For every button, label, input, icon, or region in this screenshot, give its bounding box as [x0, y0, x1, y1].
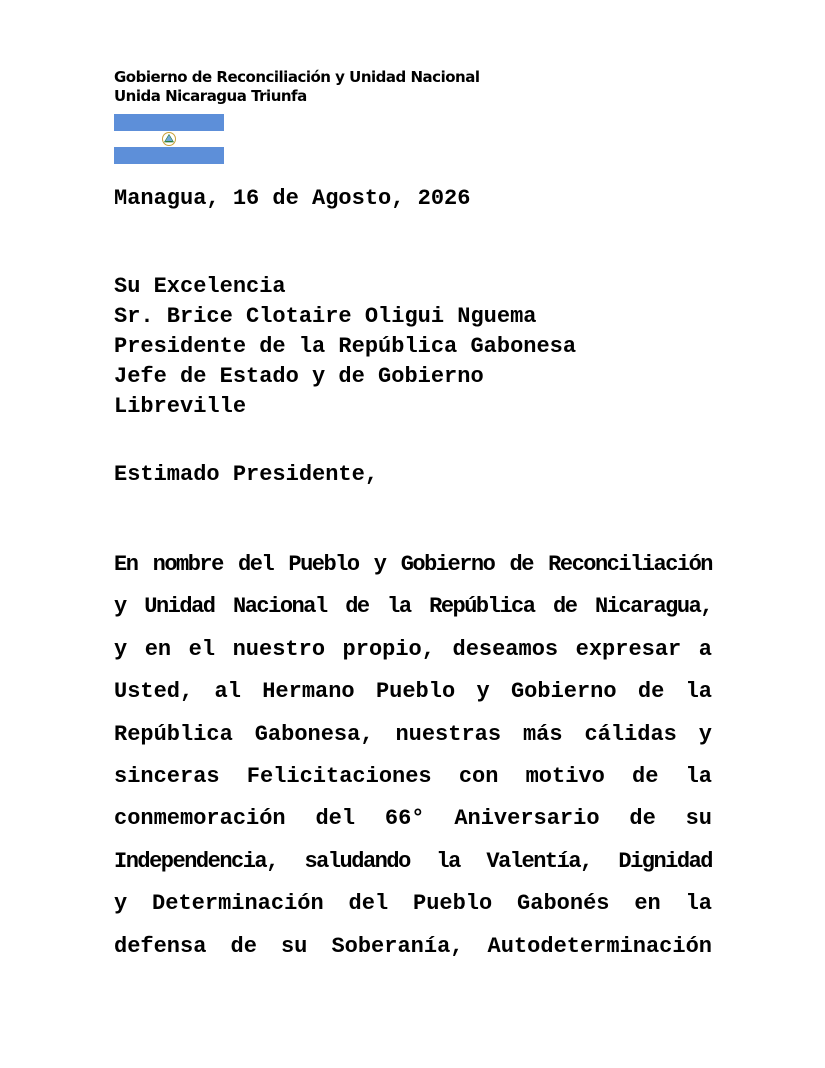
coat-of-arms-icon: [162, 131, 176, 147]
letterhead-slogan: Unida Nicaragua Triunfa: [114, 87, 307, 105]
salutation: Estimado Presidente,: [114, 462, 379, 487]
body-line: Independencia, saludando la Valentía, Dignidad: [114, 848, 712, 874]
body-line: y en el nuestro propio, deseamos expresar a: [114, 636, 712, 662]
body-line: Usted, al Hermano Pueblo y Gobierno de la: [114, 679, 712, 705]
body-line: República Gabonesa, nuestras más cálidas y: [114, 721, 712, 747]
flag-top-stripe: [114, 114, 224, 131]
flag-bottom-stripe: [114, 147, 224, 164]
recipient-block: [114, 272, 576, 422]
body-line: y Unidad Nacional de la República de Nicaragua,: [114, 594, 712, 620]
letter-date: Managua, 16 de Agosto, 2026: [114, 186, 471, 211]
recipient-line: Presidente de la República Gabonesa: [114, 334, 577, 359]
body-line: sinceras Felicitaciones con motivo de la: [114, 764, 712, 790]
recipient-line: Jefe de Estado y de Gobierno: [114, 364, 484, 389]
letterhead-government-name: Gobierno de Reconciliación y Unidad Nacional: [114, 68, 480, 86]
letter-body: [114, 544, 712, 968]
recipient-line: Su Excelencia: [114, 274, 286, 299]
recipient-line: Libreville: [114, 394, 247, 419]
body-line: conmemoración del 66° Aniversario de su: [114, 806, 712, 832]
letterhead: [114, 68, 479, 106]
body-line: defensa de su Soberanía, Autodeterminación: [114, 933, 712, 959]
body-line: En nombre del Pueblo y Gobierno de Reconciliación: [114, 552, 712, 577]
recipient-line: Sr. Brice Clotaire Oligui Nguema: [114, 304, 537, 329]
body-line: y Determinación del Pueblo Gabonés en la: [114, 891, 712, 917]
nicaragua-flag-icon: [114, 114, 224, 164]
